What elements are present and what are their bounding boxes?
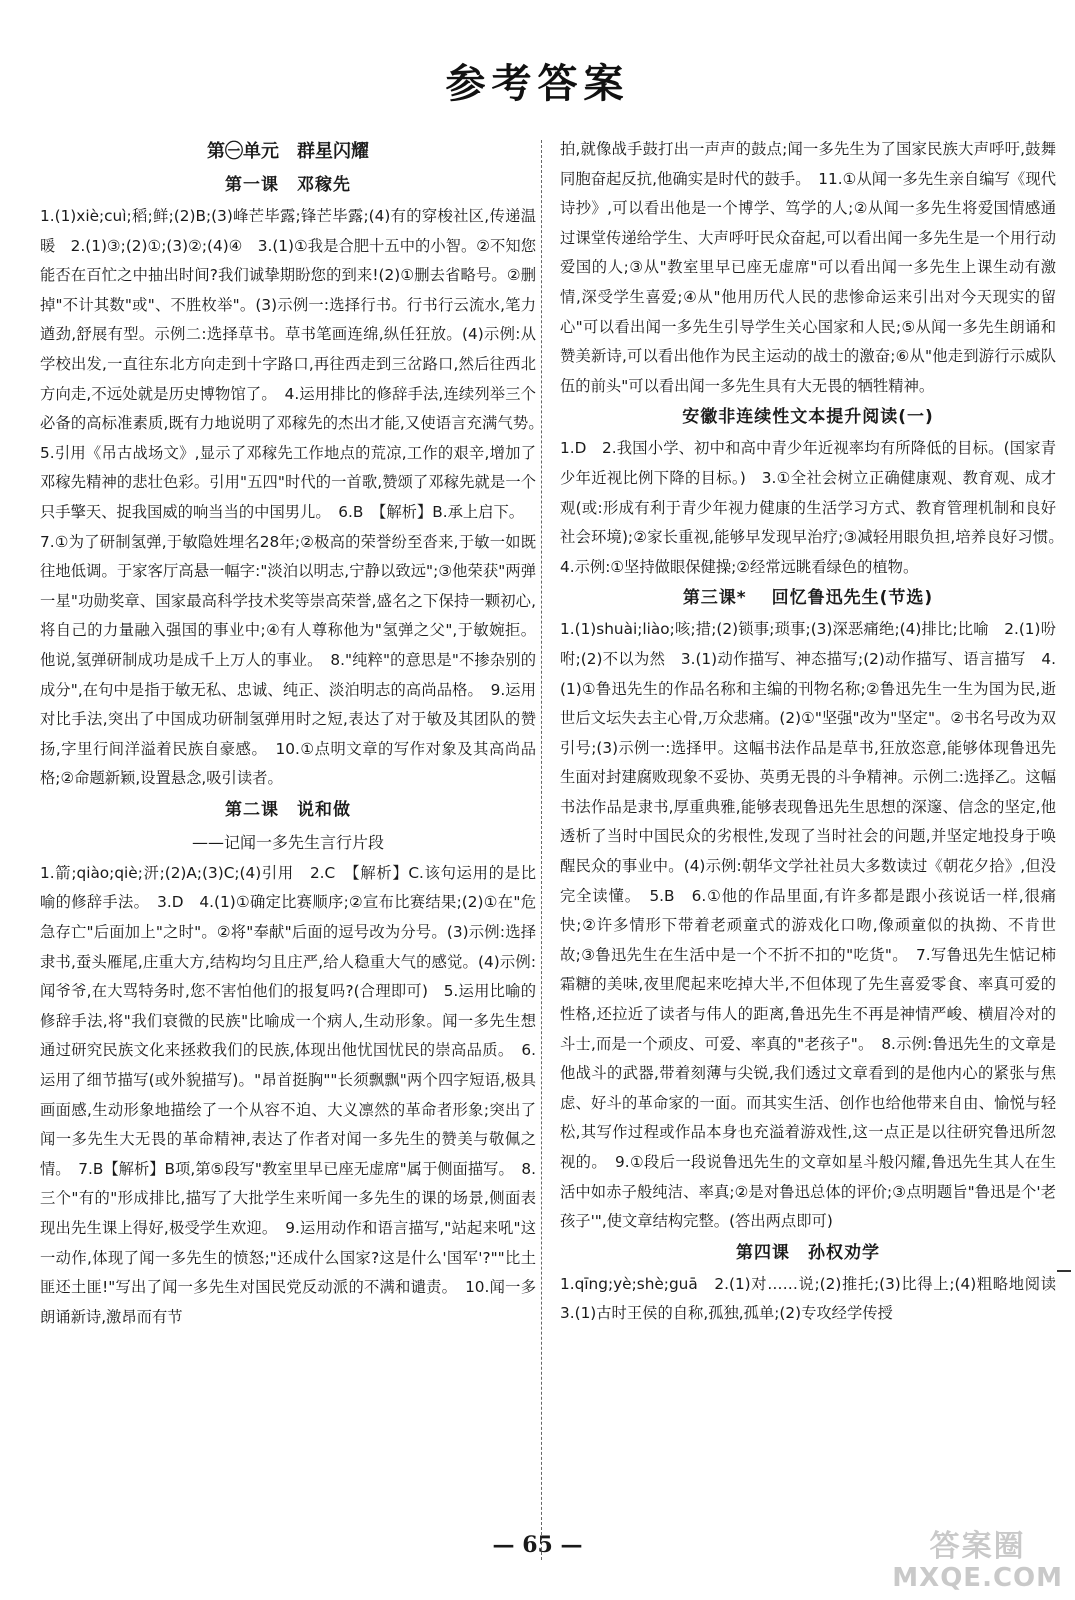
lesson3-title: 第三课* 回忆鲁迅先生(节选) <box>682 588 934 609</box>
right-column <box>560 135 1072 1329</box>
left-column <box>40 135 552 1332</box>
lesson1-answers-cont: 7.①为了研制氢弹,于敏隐姓埋名28年;②极高的荣誉纷至沓来,于敏一如既往地低调。于家客厅高悬一幅字:"淡泊以明志,宁静以致远";③他荣获"两弹一星"功勋奖章、国家最高科学技术奖等崇高荣誉,盛名之下保持一颗初心,将自己的力量融入强国的事业中;④有人尊称他为"氢弹之父",于敏婉拒。他说,氢弹研制成功是成千上万人的事业。 8."纯粹"的意思是"不掺杂别的成分",在句中是指于敏无私、忠诚、纯正、淡泊明志的高尚品格。 9.运用对比手法,突出了中国成功研制氢弹用时之短,表达了对于敏及其团队的赞扬,字里行间洋溢着民族自豪感。 10.①点明文章的写作对象及其高尚品格;②命题新颖,设置悬念,吸引读者。 <box>40 532 536 788</box>
lesson2-title: 第二课 说和做 <box>225 799 351 820</box>
lesson2-answers: 1.箭;qiào;qiè;汧;(2)A;(3)C;(4)引用 2.C 【解析】C.该句运用的是比喻的修辞手法。 3.D 4.(1)①确定比赛顺序;②宣布比赛结果;(2)①在"危急存亡"后面加上"之时"。②将"奉献"后面的逗号改为分号。(3)示例:选择隶书,蚕头雁尾,庄重大方,结构均匀且庄严,给人稳重大气的感觉。(4)示例:闻爷爷,在大骂特务时,您不害怕他们的报复吗?(合理即可) 5.运用比喻的修辞手法,将"我们衰微的民族"比喻成一个病人,生动形象。闻一多先生想通过研究民族文化来拯救我们的民族,体现出他忧国忧民的崇高品质。 6.运用了细节描写(或外貌描写)。"昂首挺胸""长须飘飘"两个四字短语,极具画面感,生动形象地描绘了一个从容不迫、大义凛然的革命者形象;突出了闻一多先生大无畏的革命精神,表达了作者对闻一多先生的赞美与敬佩之情。 7.B【解析】B项,第⑤段写"教室里早已座无虚席"属于侧面描写。 8.三个"有的"形成排比,描写了大批学生来听闻一多先生的课的场景,侧面表现出先生课上得好,极受学生欢迎。 9.运用动作和语言描写,"站起来吼"这一动作,体现了闻一多先生的愤怒;"还成什么国家?这是什么'国军'?""比土匪还土匪!"写出了闻一多先生对国民党反动派的不满和谴责。 10.闻一多朗诵新诗,激昂而有节 <box>40 863 536 1326</box>
unit-title: 第㊀单元 群星闪耀 <box>207 141 369 162</box>
page-title: 参考答案 <box>445 60 630 107</box>
lesson4-answers: 1.qīng;yè;shè;guā 2.(1)对……说;(2)推托;(3)比得上;(4)粗略地阅读 3.(1)古时王侯的自称,孤独,孤单;(2)专攻经学传授 <box>560 1274 1072 1323</box>
lesson4-title: 第四课 孙权劝学 <box>736 1242 880 1263</box>
reading-answers: 1.D 2.我国小学、初中和高中青少年近视率均有所降低的目标。(国家青少年近视比例下降的目标。) 3.①全社会树立正确健康观、教育观、成才观(或:形成有利于青少年视力健康的生活学习方式、教育管理机制和良好社会环境);②家长重视,能够早发现早治疗;③减轻用眼负担,培养良好习惯。 4.示例:①坚持做眼保健操;②经常远眺看绿色的植物。 <box>560 439 1072 576</box>
edge-mark <box>1057 1270 1071 1272</box>
reading-title: 安徽非连续性文本提升阅读(一) <box>682 407 934 428</box>
lesson3-answers: 1.(1)shuài;liào;咳;措;(2)锁事;琐事;(3)深恶痛绝;(4)排比;比喻 2.(1)吩咐;(2)不以为然 3.(1)动作描写、神态描写;(2)动作描写、语言描写 4.(1)①鲁迅先生的作品名称和主编的刊物名称;②鲁迅先生一生为国为民,逝世后文坛失去主心骨,万众悲痛。(2)①"坚强"改为"坚定"。②书名号改为双引号;(3)示例一:选择甲。这幅书法作品是草书,狂放恣意,能够体现鲁迅先生面对封建腐败现象不妥协、英勇无畏的斗争精神。示例二:选择乙。这幅书法作品是隶书,厚重典雅,能够表现鲁迅先生思想的深邃、信念的坚定,他透析了当时中国民众的劣根性,发现了当时社会的问题,并坚定地投身于唤醒民众的事业中。(4)示例:朝华文学社社员大多数读过《朝花夕拾》,但没完全读懂。 5.B 6.①他的作品里面,有许多都是跟小孩说话一样,很痛快;②许多情形下带着老顽童式的游戏化口吻,像顽童似的执拗、不肯世故;③鲁迅先生在生活中是一个不折不扣的"吃货"。 7.写鲁迅先生惦记柿霜糖的美味,夜里爬起来吃掉大半,不但体现了先生喜爱零食、率真可爱的性格,还拉近了读者与伟人的距离,鲁迅先生不再是神情严峻、横眉冷对的斗士,而是一个顽皮、可爱、率真的"老孩子"。 8.示例:鲁迅先生的文章是他战斗的武器,带着刻薄与尖锐,我们透过文章看到的是他内心的紧张与焦虑、好斗的革命家的一面。而其实生活、创作也给他带来自由、愉悦与轻松,其写作过程或作品本身也充溢着游戏性,这一点正是以往研究鲁迅所忽视的。 9.①段后一段说鲁迅先生的文章如星斗般闪耀,鲁迅先生其人在生活中如赤子般纯洁、率真;②是对鲁迅总体的评价;③点明题旨"鲁迅是个'老孩子'",使文章结构完整。(答出两点即可) <box>560 620 1056 1231</box>
column-divider <box>541 140 542 1560</box>
lesson2-answers-cont: 拍,就像战手鼓打出一声声的鼓点;闻一多先生为了国家民族大声呼吁,鼓舞同胞奋起反抗,他确实是时代的鼓手。 11.①从闻一多先生亲自编写《现代诗抄》,可以看出他是一个博学、笃学的人;②从闻一多先生将爱国情感通过课堂传递给学生、大声呼吁民众奋起,可以看出闻一多先生是一个用行动爱国的人;③从"教室里早已座无虚席"可以看出闻一多先生上课生动有激情,深受学生喜爱;④从"他用历代人民的悲惨命运来引出对今天现实的留心"可以看出闻一多先生引导学生关心国家和人民;⑤从闻一多先生朗诵和赞美新诗,可以看出他作为民主运动的战士的激奋;⑥从"他走到游行示威队伍的前头"可以看出闻一多先生具有大无畏的牺牲精神。 <box>560 140 1056 395</box>
lesson1-title: 第一课 邓稼先 <box>225 175 351 195</box>
watermark-logo <box>892 1530 1063 1592</box>
watermark-logo-text: 答案圈 <box>929 1529 1026 1564</box>
lesson1-answers: 1.(1)xiè;cuì;稻;鲜;(2)B;(3)峰芒毕露;锋芒毕露;(4)有的穿梭社区,传递温暖 2.(1)③;(2)①;(3)②;(4)④ 3.(1)①我是合肥十五中的小智。②不知您能否在百忙之中抽出时间?我们诚挚期盼您的到来!(2)①删去省略号。②删掉"不计其数"或"、不胜枚举"。(3)示例一:选择行书。行书行云流水,笔力遒劲,舒展有型。示例二:选择草书。草书笔画连绵,纵任狂放。(4)示例:从学校出发,一直往东北方向走到十字路口,再往西走到三岔路口,然后往西北方向走,不远处就是历史博物馆了。 4.运用排比的修辞手法,连续列举三个必备的高标准素质,既有力地说明了邓稼先的杰出才能,又使语言充满气势。 5.引用《吊古战场文》,显示了邓稼先工作地点的荒凉,工作的艰辛,增加了邓稼先精神的悲壮色彩。引用"五四"时代的一首歌,赞颂了邓稼先就是一个只手擎天、捉我国威的响当当的中国男儿。 6.B 【解析】B.承上启下。 <box>40 207 552 521</box>
lesson2-subtitle: ——记闻一多先生言行片段 <box>191 832 384 852</box>
page-number: — 65 — <box>492 1532 583 1558</box>
watermark-url: MXQE.COM <box>892 1563 1063 1593</box>
